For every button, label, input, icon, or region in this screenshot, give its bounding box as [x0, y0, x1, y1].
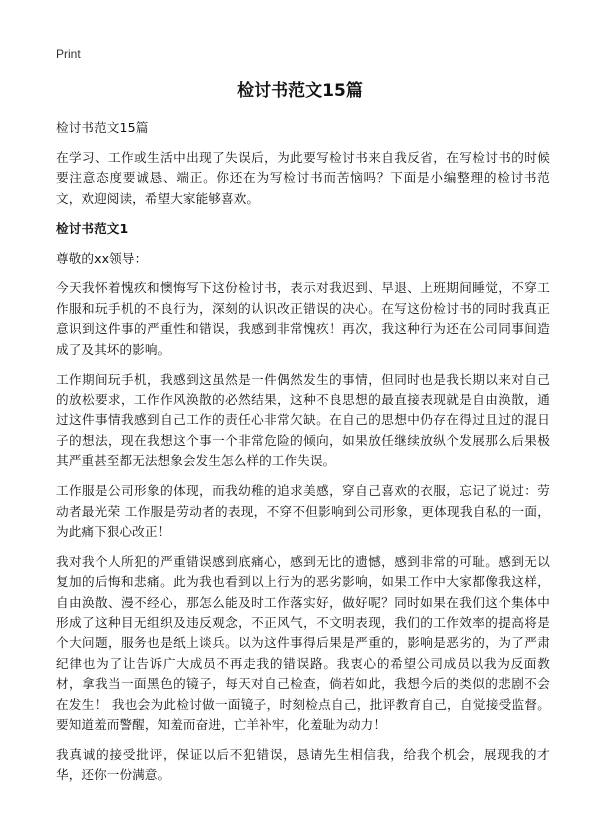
body-paragraph: 工作服是公司形象的体现，而我幼稚的追求美感，穿自己喜欢的衣服，忘记了说过：劳动者最光荣 工作服是劳动者的表现，不穿不但影响到公司形象，更体现我自私的一面，为此痛下狠心改正！: [56, 483, 550, 539]
document-body: [56, 118, 550, 795]
body-paragraph: 今天我怀着愧疚和懊悔写下这份检讨书，表示对我迟到、早退、上班期间睡觉，不穿工作服和玩手机的不良行为，深刻的认识改正错误的决心。在写这份检讨书的同时我真正意识到这件事的严重性和错误，我感到非常愧疚！再次，我这种行为还在公司同事间造成了及其坏的影响。: [56, 280, 550, 357]
print-link[interactable]: Print: [56, 47, 81, 61]
salutation: 尊敬的xx领导：: [56, 250, 148, 266]
section-heading: 检讨书范文1: [56, 220, 129, 236]
body-paragraph: 工作期间玩手机，我感到这虽然是一件偶然发生的事情，但同时也是我长期以来对自己的放松要求，工作作风涣散的必然结果，这种不良思想的最直接表现就是自由涣散，通过这件事情我感到自己工作的责任心非常欠缺。在自己的思想中仍存在得过且过的混日子的想法，现在我想这个事一个非常危险的倾向，如果放任继续放纵个发展那么后果极其严重甚至都无法想象会发生怎么样的工作失误。: [56, 371, 550, 469]
document-subtitle: 检讨书范文15篇: [56, 120, 149, 135]
body-paragraph: 我对我个人所犯的严重错误感到底痛心，感到无比的遗憾，感到非常的可耻。感到无以复加的后悔和悲痛。此为我也看到以上行为的恶劣影响，如果工作中大家都像我这样，自由涣散、漫不经心，那怎么能及时工作落实好，做好呢？同时如果在我们这个集体中形成了这种目无组织及违反观念，不正风气，不文明表现，我们的工作效率的提高将是个大问题，服务也是纸上谈兵。以为这件事得后果是严重的，影响是恶劣的，为了严肃纪律也为了让告诉广大成员不再走我的错误路。我衷心的希望公司成员以我为反面教材，拿我当一面黑色的镜子，每天对自己检查，倘若如此，我想今后的类似的悲剧不会在发生！ 我也会为此检讨做一面镜子，时刻检点自己，批评教育自己，自觉接受监督。要知道羞而警醒，知羞而奋进，亡羊补牢，化羞耻为动力！: [56, 553, 550, 733]
intro-paragraph: 在学习、工作或生活中出现了失误后，为此要写检讨书来自我反省，在写检讨书的时候要注意态度要诚恳、端正。你还在为写检讨书而苦恼吗？下面是小编整理的检讨书范文，欢迎阅读，希望大家能够喜欢。: [56, 149, 550, 206]
page-title: 检讨书范文15篇: [237, 81, 363, 101]
body-paragraph: 我真诚的接受批评，保证以后不犯错误，恳请先生相信我，给我个机会，展现我的才华，还你一份满意。: [56, 746, 550, 783]
